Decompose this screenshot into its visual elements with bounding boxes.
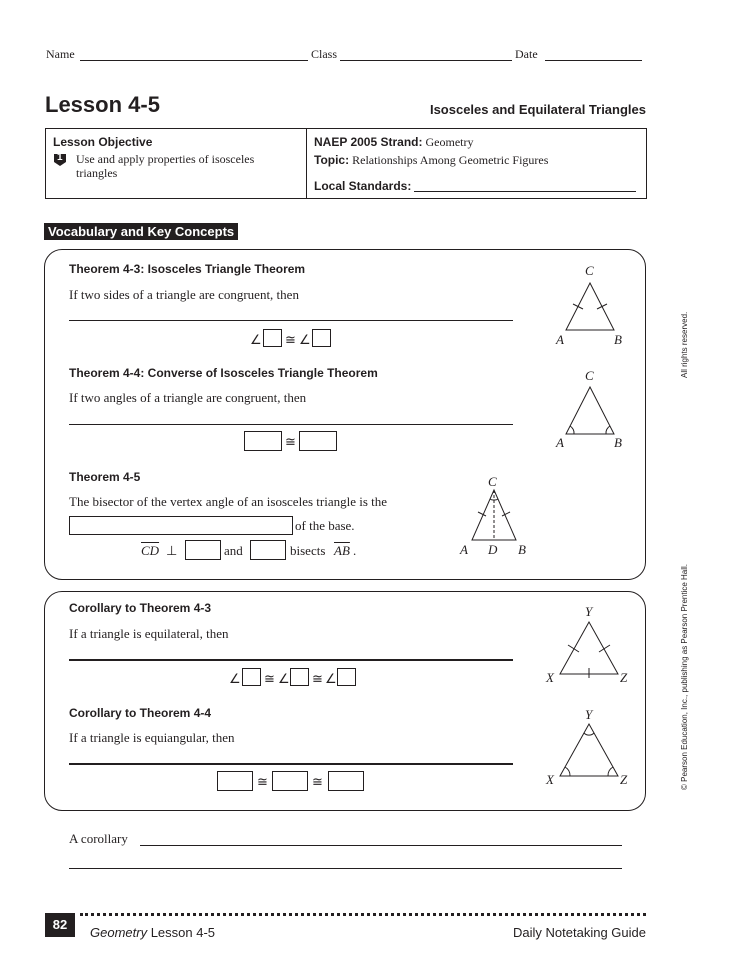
bisects-text: bisects	[290, 543, 326, 558]
vertex-label-x: X	[546, 670, 554, 685]
angle-symbol: ∠	[325, 671, 337, 686]
segment-ab: $\overline{AB}$	[334, 543, 350, 558]
vertex-label-c: C	[585, 263, 594, 278]
footer-course	[90, 925, 215, 940]
date-field[interactable]	[545, 60, 642, 61]
corollary-4-3-title: Corollary to Theorem 4-3	[69, 601, 212, 615]
theorem-4-3-title: Theorem 4-3: Isosceles Triangle Theorem	[69, 262, 306, 276]
naep-value: Geometry	[425, 135, 474, 149]
isosceles-triangle-sides-figure	[560, 280, 620, 332]
theorem-4-5-text: The bisector of the vertex angle of an isosceles triangle is the	[69, 494, 388, 509]
equiangular-triangle-figure	[556, 722, 622, 780]
naep-label: NAEP 2005 Strand:	[314, 135, 423, 149]
corollary-4-4-blank-3[interactable]	[328, 771, 364, 791]
vertex-label-b: B	[614, 332, 622, 347]
equilateral-triangle-figure	[556, 620, 622, 678]
objective-text-2: triangles	[76, 166, 118, 180]
lesson-subtitle: Isosceles and Equilateral Triangles	[429, 102, 646, 117]
congruent-symbol: ≅	[312, 671, 323, 686]
rights-reserved-text: All rights reserved.	[680, 311, 689, 378]
perpendicular-symbol: ⊥	[166, 543, 178, 558]
corollary-definition-line-2[interactable]	[69, 868, 622, 869]
date-label: Date	[515, 47, 538, 61]
angle-symbol: ∠	[299, 332, 311, 347]
vertex-label-y: Y	[585, 707, 593, 722]
congruent-symbol: ≅	[285, 332, 296, 347]
footer-guide: Daily Notetaking Guide	[513, 925, 646, 940]
corollary-4-3-text: If a triangle is equilateral, then	[69, 626, 229, 641]
corollary-4-4-title: Corollary to Theorem 4-4	[69, 706, 212, 720]
congruent-symbol: ≅	[285, 434, 296, 449]
angle-symbol: ∠	[278, 671, 290, 686]
theorem-4-5-blank-1[interactable]	[69, 516, 293, 535]
segment-cd: $\overline{CD}$	[141, 543, 160, 558]
corollary-4-4-blank-2[interactable]	[272, 771, 308, 791]
theorem-4-5-blank-2[interactable]	[185, 540, 221, 560]
topic-label: Topic:	[314, 153, 350, 167]
vertex-label-x: X	[546, 772, 554, 787]
vertex-label-z: Z	[620, 772, 628, 787]
footer-course-name: Geometry	[90, 925, 148, 940]
objective-number-badge	[54, 153, 66, 165]
corollary-4-4-blank-1[interactable]	[217, 771, 253, 791]
local-standards-field[interactable]	[414, 191, 636, 192]
name-label: Name	[46, 47, 75, 61]
vertex-label-d: D	[488, 542, 498, 557]
vertex-label-c: C	[488, 474, 497, 489]
topic-value: Relationships Among Geometric Figures	[352, 153, 549, 167]
objective-heading: Lesson Objective	[53, 135, 153, 149]
naep-strand	[314, 135, 473, 150]
local-standards-label: Local Standards:	[314, 179, 412, 193]
footer-lesson: Lesson 4-5	[150, 925, 216, 940]
theorem-4-4-blank-1[interactable]	[244, 431, 282, 451]
angle-symbol: ∠	[250, 332, 262, 347]
vertex-label-b: B	[614, 435, 622, 450]
corollary-4-3-blank-2[interactable]	[290, 668, 309, 686]
corollary-definition-line-1[interactable]	[140, 845, 622, 846]
page-number: 82	[45, 913, 75, 937]
corollary-4-3-blank-3[interactable]	[337, 668, 356, 686]
theorem-4-3-blank-2[interactable]	[312, 329, 331, 347]
theorem-4-5-blank-3[interactable]	[250, 540, 286, 560]
vertex-label-a: A	[460, 542, 468, 557]
class-label: Class	[311, 47, 338, 61]
theorem-4-3-answer-line[interactable]	[69, 320, 513, 321]
lesson-title: Lesson 4-5	[45, 92, 160, 117]
objective-number: 1	[57, 152, 63, 163]
name-field[interactable]	[80, 60, 308, 61]
vocab-heading: Vocabulary and Key Concepts	[44, 223, 238, 240]
isosceles-triangle-angles-figure	[560, 384, 620, 436]
vertex-label-c: C	[585, 368, 594, 383]
congruent-symbol: ≅	[312, 774, 323, 789]
topic	[314, 153, 548, 168]
corollary-4-4-answer-line[interactable]	[69, 763, 513, 765]
class-field[interactable]	[340, 60, 512, 61]
theorem-4-3-blank-1[interactable]	[263, 329, 282, 347]
theorem-4-4-answer-line[interactable]	[69, 424, 513, 425]
corollary-4-3-answer-line[interactable]	[69, 659, 513, 661]
congruent-symbol: ≅	[257, 774, 268, 789]
theorem-4-4-text: If two angles of a triangle are congruent, then	[69, 390, 307, 405]
vertex-label-b: B	[518, 542, 526, 557]
vertex-label-a: A	[556, 435, 564, 450]
theorem-4-4-title: Theorem 4-4: Converse of Isosceles Triangle Theorem	[69, 366, 378, 380]
theorem-4-4-blank-2[interactable]	[299, 431, 337, 451]
theorem-4-3-text: If two sides of a triangle are congruent, then	[69, 287, 299, 302]
footer-dotted-rule	[80, 913, 646, 916]
corollary-4-3-blank-1[interactable]	[242, 668, 261, 686]
of-base-text: of the base.	[295, 518, 355, 533]
angle-symbol: ∠	[229, 671, 241, 686]
vertex-label-a: A	[556, 332, 564, 347]
and-text: and	[224, 543, 243, 558]
vertex-bisector-triangle-figure	[468, 488, 524, 542]
period: .	[353, 543, 357, 558]
congruent-symbol: ≅	[264, 671, 275, 686]
corollary-4-4-text: If a triangle is equiangular, then	[69, 730, 235, 745]
vertex-label-z: Z	[620, 670, 628, 685]
objective-text-1: Use and apply properties of isosceles	[76, 152, 255, 166]
theorem-4-5-title: Theorem 4-5	[69, 470, 141, 484]
vertex-label-y: Y	[585, 604, 593, 619]
corollary-definition-label: A corollary	[69, 831, 128, 846]
objective-divider	[306, 129, 307, 198]
copyright-text: © Pearson Education, Inc., publishing as Pearson Prentice Hall.	[680, 563, 689, 790]
